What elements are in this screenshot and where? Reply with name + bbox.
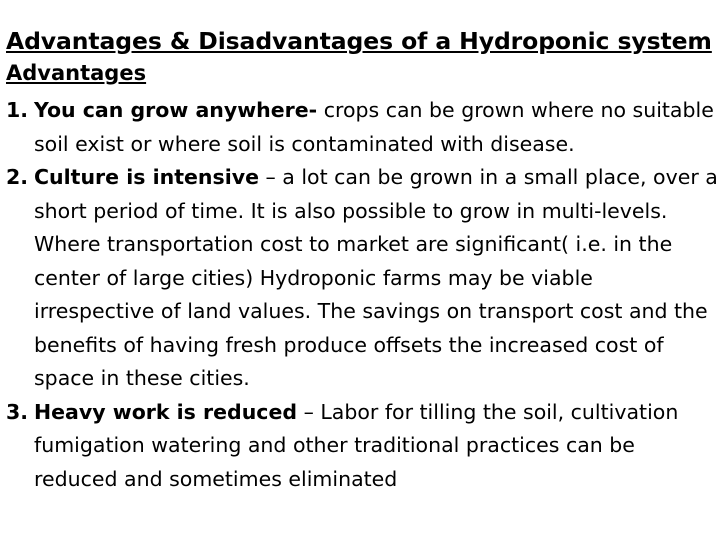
item-lead: Heavy work is reduced [34, 399, 298, 424]
item-text: – Labor for tilling the soil, cultivation fumigation watering and other traditional practices can be reduced and sometimes eliminated [34, 399, 679, 491]
item-number: 3. [6, 399, 29, 424]
slide-title: Advantages & Disadvantages of a Hydroponic system [6, 27, 712, 55]
item-lead: You can grow anywhere- [34, 98, 318, 122]
list-item [6, 94, 718, 161]
advantages-list [6, 94, 718, 496]
item-text: crops can be grown where no suitable soil exist or where soil is contaminated with disease. [34, 98, 714, 156]
item-text: – a lot can be grown in a small place, over a short period of time. It is also possible to grow in multi-levels. Where transportation cost to market are significant( i.e. in the center of large cities) Hydroponic farms may be viable irrespective of land values. The savings on transport cost and the benefits of having fresh produce offsets the increased cost of space in these cities. [34, 165, 718, 390]
section-heading-advantages: Advantages [6, 61, 147, 85]
list-item [6, 396, 718, 497]
list-item [6, 161, 718, 396]
item-number: 1. [6, 98, 29, 122]
item-lead: Culture is intensive [34, 165, 259, 189]
item-number: 2. [6, 165, 29, 189]
